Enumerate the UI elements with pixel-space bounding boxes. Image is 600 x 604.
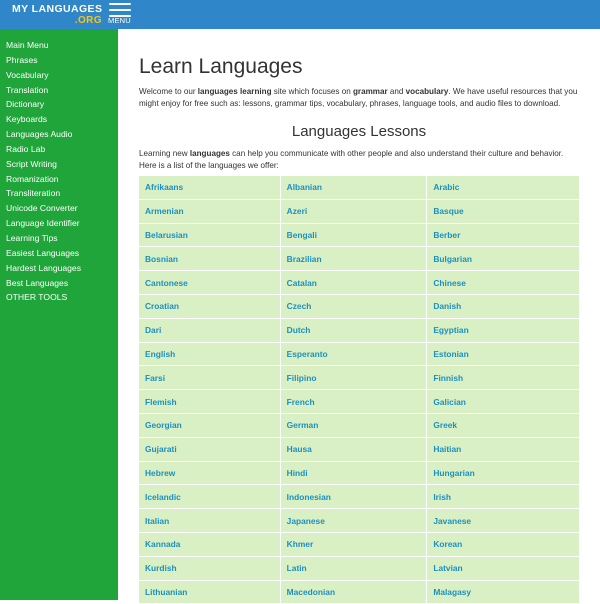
language-link-bengali[interactable]: Bengali — [281, 224, 428, 248]
logo-domain: .ORG — [74, 15, 102, 26]
sidebar-item-other-tools[interactable]: OTHER TOOLS — [6, 292, 68, 303]
language-link-berber[interactable]: Berber — [427, 224, 579, 248]
language-link-afrikaans[interactable]: Afrikaans — [139, 176, 281, 200]
language-link-egyptian[interactable]: Egyptian — [427, 319, 579, 343]
language-link-greek[interactable]: Greek — [427, 414, 579, 438]
table-row — [139, 581, 579, 604]
menu-label: MENU — [108, 16, 131, 25]
section-title: Languages Lessons — [291, 123, 427, 140]
language-link-irish[interactable]: Irish — [427, 485, 579, 509]
language-link-czech[interactable]: Czech — [281, 295, 428, 319]
language-link-indonesian[interactable]: Indonesian — [281, 485, 428, 509]
sidebar-item-phrases[interactable]: Phrases — [6, 54, 38, 65]
sidebar-item-easiest-languages[interactable]: Easiest Languages — [6, 247, 80, 258]
language-link-dari[interactable]: Dari — [139, 319, 281, 343]
table-row — [139, 366, 579, 390]
language-link-german[interactable]: German — [281, 414, 428, 438]
language-link-esperanto[interactable]: Esperanto — [281, 343, 428, 367]
language-link-khmer[interactable]: Khmer — [281, 533, 428, 557]
table-row — [139, 390, 579, 414]
sidebar-item-languages-audio[interactable]: Languages Audio — [6, 129, 73, 140]
sidebar-item-best-languages[interactable]: Best Languages — [6, 277, 69, 288]
language-link-arabic[interactable]: Arabic — [427, 176, 579, 200]
language-link-galician[interactable]: Galician — [427, 390, 579, 414]
language-link-finnish[interactable]: Finnish — [427, 366, 579, 390]
language-link-flemish[interactable]: Flemish — [139, 390, 281, 414]
language-link-lithuanian[interactable]: Lithuanian — [139, 581, 281, 604]
language-link-georgian[interactable]: Georgian — [139, 414, 281, 438]
table-row — [139, 224, 579, 248]
table-row — [139, 295, 579, 319]
language-link-azeri[interactable]: Azeri — [281, 200, 428, 224]
language-link-kannada[interactable]: Kannada — [139, 533, 281, 557]
sidebar-item-keyboards[interactable]: Keyboards — [6, 114, 48, 125]
sidebar-list — [0, 29, 118, 305]
language-link-hausa[interactable]: Hausa — [281, 438, 428, 462]
table-row — [139, 343, 579, 367]
language-link-belarusian[interactable]: Belarusian — [139, 224, 281, 248]
language-link-french[interactable]: French — [281, 390, 428, 414]
table-row — [139, 438, 579, 462]
top-header-bar — [0, 0, 600, 29]
sidebar-item-language-identifier[interactable]: Language Identifier — [6, 218, 80, 229]
language-link-armenian[interactable]: Armenian — [139, 200, 281, 224]
sidebar-nav — [0, 29, 118, 600]
language-link-brazilian[interactable]: Brazilian — [281, 247, 428, 271]
language-link-italian[interactable]: Italian — [139, 509, 281, 533]
language-link-bosnian[interactable]: Bosnian — [139, 247, 281, 271]
language-link-bulgarian[interactable]: Bulgarian — [427, 247, 579, 271]
menu-button[interactable] — [106, 0, 136, 29]
site-logo[interactable] — [12, 3, 104, 27]
table-row — [139, 247, 579, 271]
language-link-korean[interactable]: Korean — [427, 533, 579, 557]
table-row — [139, 176, 579, 200]
sidebar-item-unicode-converter[interactable]: Unicode Converter — [6, 203, 78, 214]
table-row — [139, 319, 579, 343]
language-link-gujarati[interactable]: Gujarati — [139, 438, 281, 462]
language-link-dutch[interactable]: Dutch — [281, 319, 428, 343]
language-link-basque[interactable]: Basque — [427, 200, 579, 224]
table-row — [139, 485, 579, 509]
language-link-javanese[interactable]: Javanese — [427, 509, 579, 533]
sidebar-item-vocabulary[interactable]: Vocabulary — [6, 69, 49, 80]
sidebar-item-translation[interactable]: Translation — [6, 84, 49, 95]
language-link-hungarian[interactable]: Hungarian — [427, 462, 579, 486]
table-row — [139, 557, 579, 581]
sidebar-item-transliteration[interactable]: Transliteration — [6, 188, 61, 199]
table-row — [139, 271, 579, 295]
language-link-macedonian[interactable]: Macedonian — [281, 581, 428, 604]
language-link-latvian[interactable]: Latvian — [427, 557, 579, 581]
sidebar-item-main-menu[interactable]: Main Menu — [6, 40, 49, 50]
intro-paragraph: Welcome to our languages learning site which focuses on grammar and vocabulary. We have useful resources that you might enjoy for free such as: lessons, grammar tips, vocabulary, phrases, language tools, and audio files to download. — [139, 87, 578, 108]
language-link-latin[interactable]: Latin — [281, 557, 428, 581]
language-link-japanese[interactable]: Japanese — [281, 509, 428, 533]
language-link-kurdish[interactable]: Kurdish — [139, 557, 281, 581]
table-row — [139, 509, 579, 533]
language-link-english[interactable]: English — [139, 343, 281, 367]
table-row — [139, 414, 579, 438]
table-row — [139, 200, 579, 224]
language-link-filipino[interactable]: Filipino — [281, 366, 428, 390]
language-link-estonian[interactable]: Estonian — [427, 343, 579, 367]
page-title: Learn Languages — [139, 55, 303, 78]
language-link-catalan[interactable]: Catalan — [281, 271, 428, 295]
language-link-chinese[interactable]: Chinese — [427, 271, 579, 295]
hamburger-icon — [109, 3, 131, 17]
list-intro-paragraph: Learning new languages can help you communicate with other people and also understand their culture and behavior. Here is a list of the languages we offer: — [139, 149, 564, 170]
language-link-albanian[interactable]: Albanian — [281, 176, 428, 200]
language-link-icelandic[interactable]: Icelandic — [139, 485, 281, 509]
sidebar-item-romanization[interactable]: Romanization — [6, 173, 59, 184]
language-link-danish[interactable]: Danish — [427, 295, 579, 319]
sidebar-item-script-writing[interactable]: Script Writing — [6, 158, 57, 169]
sidebar-item-radio-lab[interactable]: Radio Lab — [6, 143, 46, 154]
logo-text: MY LANGUAGES — [12, 3, 103, 15]
language-link-farsi[interactable]: Farsi — [139, 366, 281, 390]
table-row — [139, 462, 579, 486]
language-link-malagasy[interactable]: Malagasy — [427, 581, 579, 604]
sidebar-item-learning-tips[interactable]: Learning Tips — [6, 232, 58, 243]
sidebar-item-hardest-languages[interactable]: Hardest Languages — [6, 262, 82, 273]
language-link-haitian[interactable]: Haitian — [427, 438, 579, 462]
languages-table — [139, 176, 579, 604]
language-link-hindi[interactable]: Hindi — [281, 462, 428, 486]
language-link-hebrew[interactable]: Hebrew — [139, 462, 281, 486]
main-content — [139, 29, 579, 600]
table-row — [139, 533, 579, 557]
language-link-cantonese[interactable]: Cantonese — [139, 271, 281, 295]
sidebar-item-dictionary[interactable]: Dictionary — [6, 99, 45, 110]
language-link-croatian[interactable]: Croatian — [139, 295, 281, 319]
